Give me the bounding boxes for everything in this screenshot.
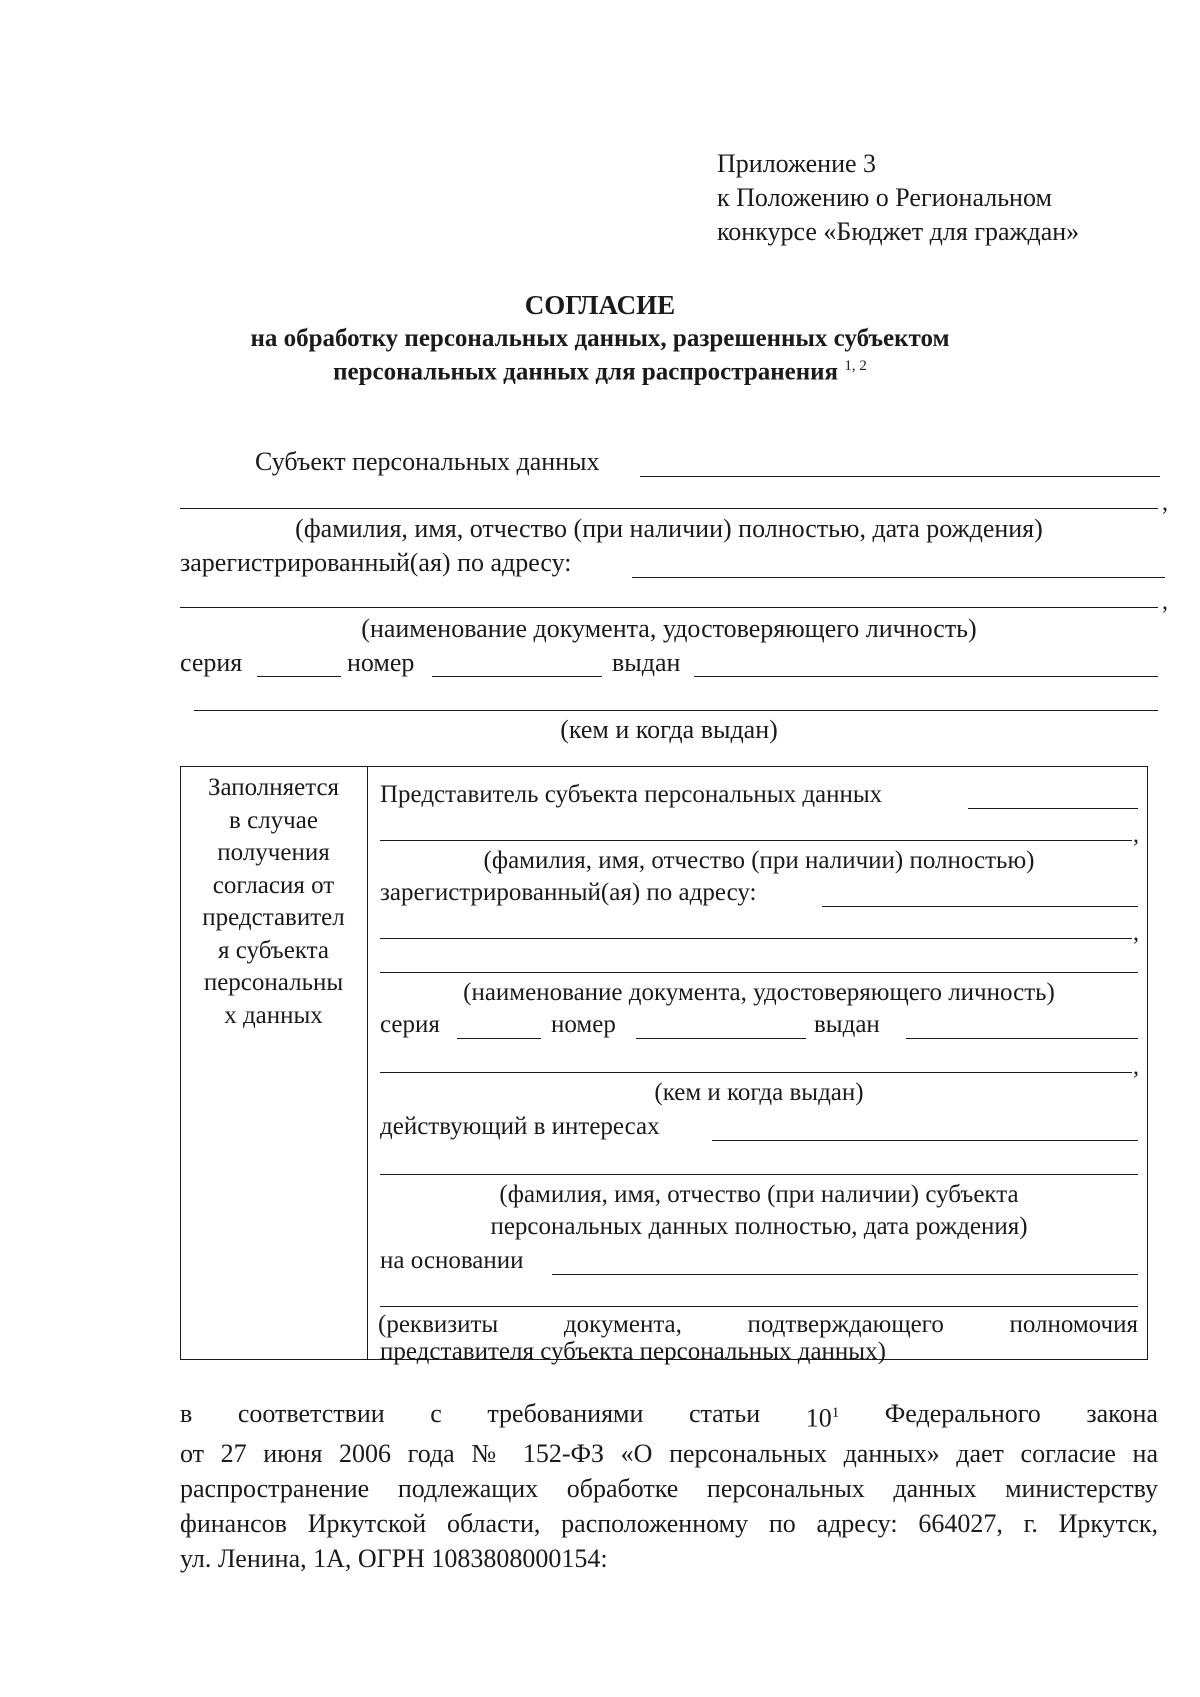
basis-hint-line-1 — [378, 1308, 1138, 1342]
document-subtitle-1: на обработку персональных данных, разрешенных субъектом — [250, 325, 950, 352]
subject-number-field[interactable] — [432, 676, 602, 677]
appendix-line-2: к Положению о Региональном — [717, 183, 1052, 212]
note-line: согласия от — [212, 871, 335, 899]
footnote-refs: 1, 2 — [844, 358, 867, 374]
comma: , — [1162, 589, 1168, 615]
representative-issued-field-2[interactable] — [380, 1072, 1132, 1073]
paragraph-line-5-text: ул. Ленина, 1А, ОГРН 1083808000154: — [180, 1543, 608, 1573]
basis-hint-word: документа, — [563, 1311, 682, 1338]
document-title: СОГЛАСИЕ — [524, 290, 676, 320]
subject-issued-label: выдан — [612, 648, 681, 677]
subject-doc-hint: (наименование документа, удостоверяющего личность) — [361, 614, 977, 643]
subject-name-field-2[interactable] — [180, 508, 1158, 509]
comma: , — [1133, 822, 1139, 848]
subject-series-label: серия — [180, 648, 243, 677]
basis-hint-word: полномочия — [1009, 1311, 1138, 1338]
note-line: персональны — [203, 969, 344, 996]
appendix-line-3: конкурсе «Бюджет для граждан» — [717, 217, 1080, 246]
subject-name-field[interactable] — [640, 476, 1160, 477]
comma: , — [1133, 1054, 1139, 1080]
representative-name-field-2[interactable] — [380, 840, 1132, 841]
basis-field-2[interactable] — [380, 1306, 1138, 1307]
representative-address-label: зарегистрированный(ая) по адресу: — [380, 879, 757, 906]
article-main: 10 — [805, 1403, 832, 1433]
subject-address-label: зарегистрированный(ая) по адресу: — [180, 548, 572, 577]
representative-label: Представитель субъекта персональных данных — [380, 781, 883, 808]
note-line: представител — [202, 904, 345, 931]
article-number — [806, 1396, 840, 1436]
paragraph-line-1 — [180, 1396, 1158, 1436]
representative-name-field[interactable] — [968, 808, 1138, 809]
note-line: я субъекта — [218, 936, 329, 964]
subject-hint-line-1: (фамилия, имя, отчество (при наличии) субъекта — [499, 1181, 1019, 1208]
subject-number-label: номер — [347, 648, 415, 677]
table-column-divider — [367, 766, 368, 1360]
basis-hint-word: (реквизиты — [378, 1311, 499, 1338]
representative-series-field[interactable] — [457, 1038, 541, 1039]
subject-label: Субъект персональных данных — [255, 447, 600, 476]
subject-issued-field-2[interactable] — [194, 710, 1158, 711]
document-subtitle-2 — [0, 358, 1200, 386]
representative-name-hint: (фамилия, имя, отчество (при наличии) полностью) — [483, 847, 1035, 874]
basis-label: на основании — [380, 1247, 524, 1274]
paragraph-line-2-text: от 27 июня 2006 года № 152-ФЗ «О персональных данных» дает согласие на — [180, 1438, 1158, 1468]
representative-issued-hint: (кем и когда выдан) — [654, 1079, 864, 1106]
representative-series-label: серия — [380, 1011, 440, 1038]
note-line: Заполняется — [207, 774, 340, 801]
word: закона — [1086, 1399, 1158, 1428]
acting-for-label: действующий в интересах — [380, 1113, 660, 1140]
consent-paragraph — [180, 1396, 1158, 1576]
comma: , — [1162, 490, 1168, 516]
subject-address-field-2[interactable] — [180, 607, 1158, 608]
word: в — [180, 1399, 193, 1428]
representative-issued-label: выдан — [814, 1011, 880, 1038]
subject-issued-field[interactable] — [694, 676, 1158, 677]
acting-for-field[interactable] — [712, 1140, 1138, 1141]
subject-issued-hint: (кем и когда выдан) — [560, 715, 778, 744]
representative-note-cell — [182, 772, 365, 1032]
subtitle-2-text: персональных данных для распространения — [333, 358, 839, 386]
representative-doc-hint: (наименование документа, удостоверяющего личность) — [463, 979, 1055, 1006]
paragraph-line-4-text: финансов Иркутской области, расположенному по адресу: 664027, г. Иркутск, — [180, 1508, 1158, 1538]
subject-address-field[interactable] — [632, 577, 1165, 578]
note-line: в случае — [229, 806, 318, 834]
basis-hint-word: подтверждающего — [747, 1311, 944, 1338]
article-sup: 1 — [831, 1405, 840, 1421]
basis-hint-line-2: представителя субъекта персональных данных) — [380, 1338, 886, 1365]
representative-number-label: номер — [551, 1011, 616, 1038]
acting-for-field-2[interactable] — [380, 1174, 1138, 1175]
word: Федерального — [884, 1399, 1041, 1428]
subject-name-hint: (фамилия, имя, отчество (при наличии) полностью, дата рождения) — [295, 514, 1043, 543]
representative-number-field[interactable] — [636, 1038, 806, 1039]
paragraph-line-4 — [180, 1506, 1158, 1541]
word: с — [430, 1399, 442, 1428]
word: требованиями — [487, 1399, 644, 1428]
representative-address-field[interactable] — [822, 906, 1138, 907]
word: соответствии — [237, 1399, 385, 1428]
appendix-block — [717, 147, 1079, 249]
basis-field[interactable] — [552, 1274, 1138, 1275]
note-line: х данных — [224, 1001, 323, 1029]
word: статьи — [688, 1399, 761, 1428]
note-line: получения — [217, 839, 330, 866]
representative-address-field-3[interactable] — [380, 972, 1138, 973]
subject-hint-line-2: персональных данных полностью, дата рождения) — [490, 1213, 1028, 1240]
representative-issued-field[interactable] — [906, 1038, 1138, 1039]
paragraph-line-3-text: распространение подлежащих обработке персональных данных министерству — [180, 1473, 1158, 1503]
paragraph-line-5 — [180, 1541, 1158, 1576]
representative-address-field-2[interactable] — [380, 938, 1132, 939]
comma: , — [1133, 920, 1139, 946]
paragraph-line-2 — [180, 1436, 1158, 1471]
paragraph-line-3 — [180, 1471, 1158, 1506]
subject-series-field[interactable] — [257, 676, 341, 677]
appendix-line-1: Приложение 3 — [717, 149, 877, 178]
